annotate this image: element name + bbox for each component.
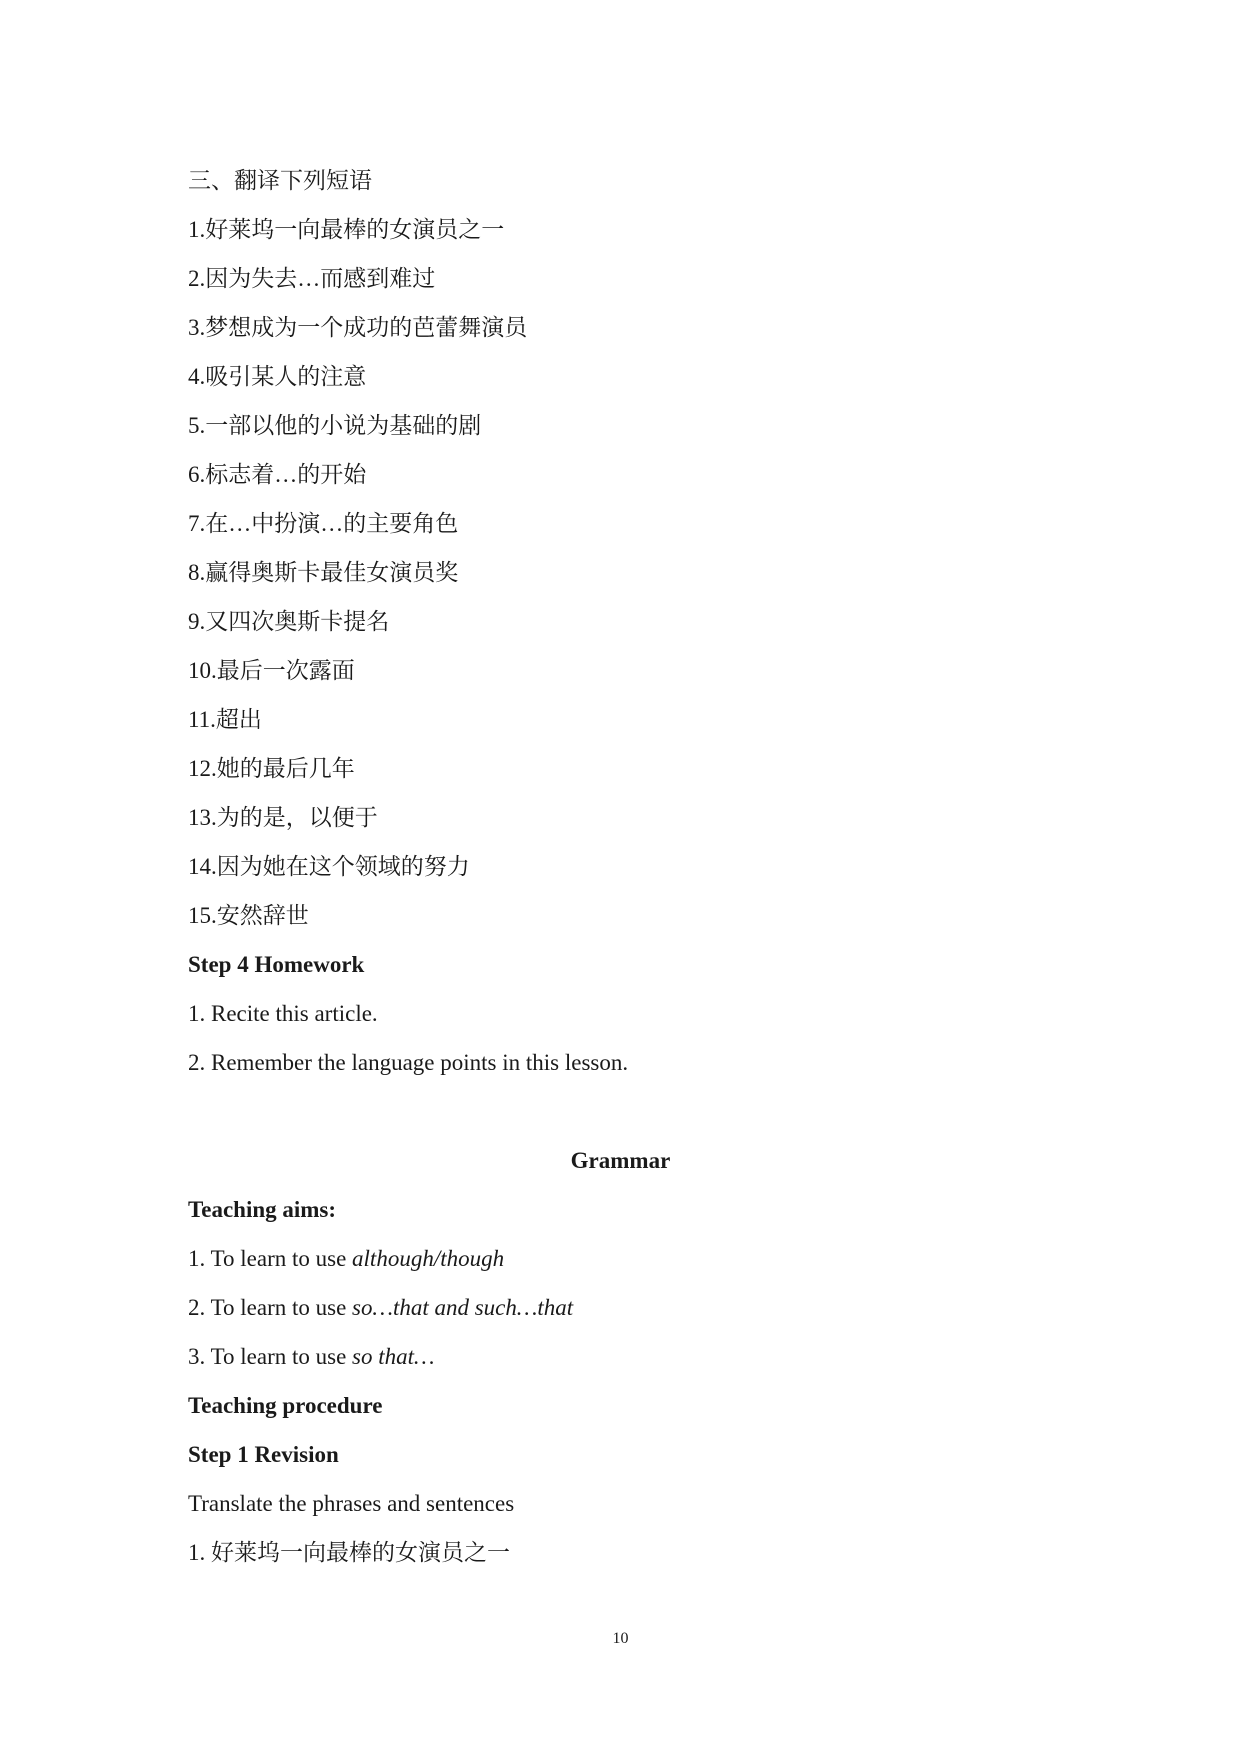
translate-item: 2.因为失去…而感到难过 (188, 266, 436, 291)
step1-heading: Step 1 Revision (188, 1442, 339, 1467)
teaching-aim-item (188, 1283, 1053, 1332)
translate-item: 10.最后一次露面 (188, 658, 355, 683)
translate-item: 3.梦想成为一个成功的芭蕾舞演员 (188, 315, 528, 340)
aim-text: 3. To learn to use (188, 1344, 353, 1369)
translate-item: 12.她的最后几年 (188, 756, 355, 781)
translate-item: 5.一部以他的小说为基础的剧 (188, 413, 482, 438)
homework-item: 1. Recite this article. (188, 1001, 378, 1026)
translate-item: 11.超出 (188, 707, 262, 732)
teaching-aims-heading: Teaching aims: (188, 1197, 337, 1222)
aim-italic: although/though (352, 1246, 505, 1271)
homework-heading: Step 4 Homework (188, 952, 365, 977)
aim-text: 1. To learn to use (188, 1246, 353, 1271)
translate-heading: 三、翻译下列短语 (188, 168, 372, 193)
page-number: 10 (612, 1630, 629, 1647)
translate-item: 14.因为她在这个领域的努力 (188, 854, 470, 879)
translate-item: 7.在…中扮演…的主要角色 (188, 511, 459, 536)
teaching-aim-item (188, 1332, 1053, 1381)
page-content (188, 156, 1053, 1577)
spacer (188, 1087, 1053, 1136)
teaching-aim-item (188, 1234, 1053, 1283)
aim-text: 2. To learn to use (188, 1295, 353, 1320)
translate-item: 13.为的是，以便于 (188, 805, 378, 830)
translate-item: 8.赢得奥斯卡最佳女演员奖 (188, 560, 459, 585)
step1-instruction: Translate the phrases and sentences (188, 1491, 515, 1516)
translate-item: 1.好莱坞一向最棒的女演员之一 (188, 217, 505, 242)
aim-italic: so that… (352, 1344, 435, 1369)
aim-italic: so…that and such…that (352, 1295, 574, 1320)
translate-item: 9.又四次奥斯卡提名 (188, 609, 390, 634)
translate-item: 4.吸引某人的注意 (188, 364, 367, 389)
teaching-procedure-heading: Teaching procedure (188, 1393, 383, 1418)
translate-item: 6.标志着…的开始 (188, 462, 367, 487)
step1-item: 1. 好莱坞一向最棒的女演员之一 (188, 1540, 510, 1565)
translate-item: 15.安然辞世 (188, 903, 309, 928)
homework-item: 2. Remember the language points in this lesson. (188, 1050, 629, 1075)
grammar-title: Grammar (570, 1148, 671, 1173)
